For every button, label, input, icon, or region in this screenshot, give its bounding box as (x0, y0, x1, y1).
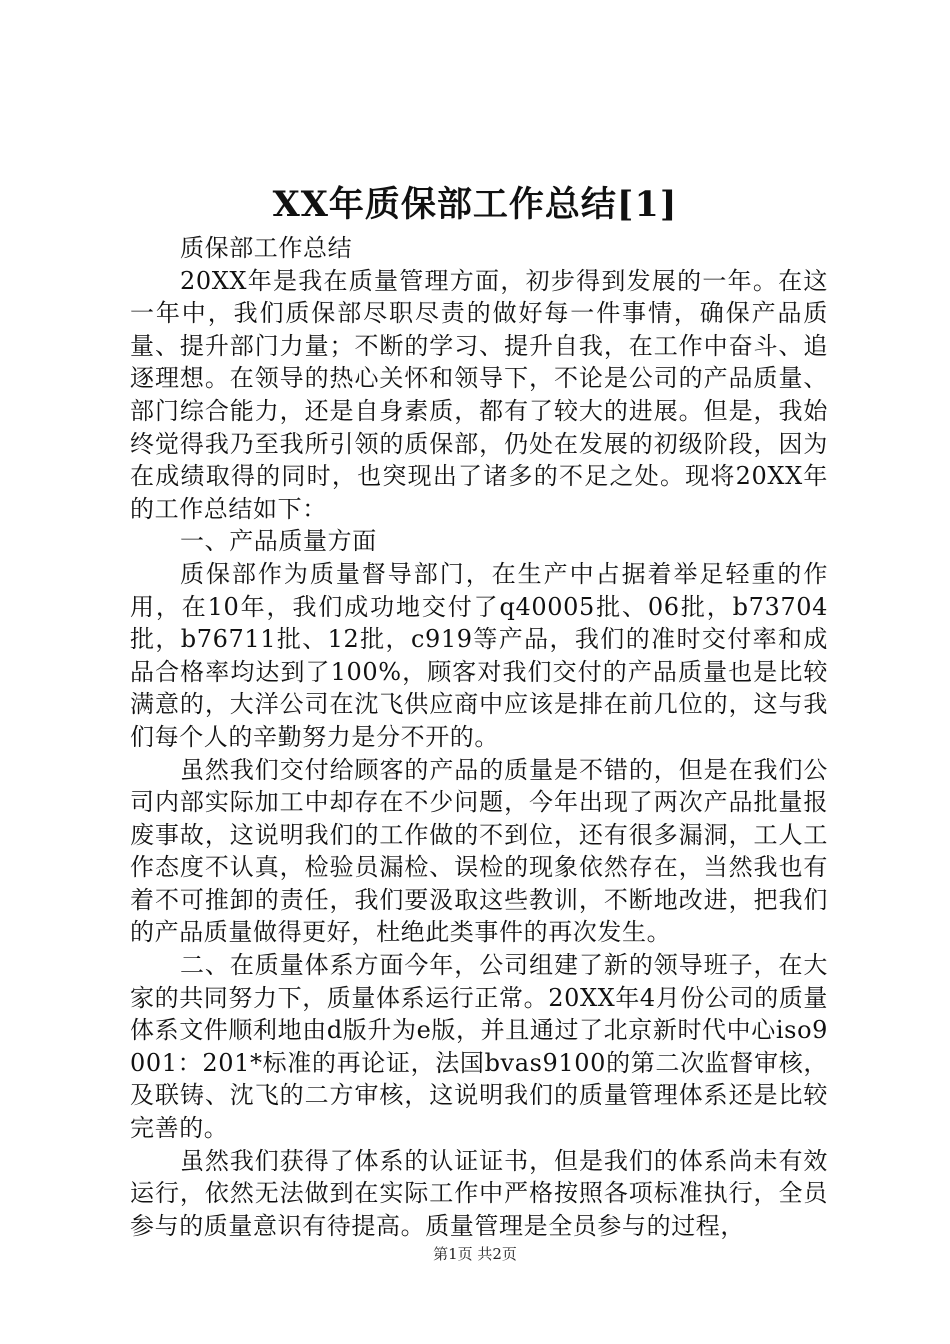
document-title: XX年质保部工作总结[1] (272, 184, 678, 225)
paragraph-subtitle: 质保部工作总结 (180, 234, 353, 262)
paragraph-system-operation: 虽然我们获得了体系的认证证书，但是我们的体系尚未有效运行，依然无法做到在实际工作中严格按照各项标准执行，全员参与的质量意识有待提高。质量管理是全员参与的过程， (130, 1146, 828, 1240)
document-body (130, 232, 828, 1242)
paragraph-quality-system: 二、在质量体系方面今年，公司组建了新的领导班子，在大家的共同努力下，质量体系运行正常。20XX年4月份公司的质量体系文件顺利地由d版升为e版，并且通过了北京新时代中心iso9001：201*标准的再论证，法国bvas9100的第二次监督审核，及联铸、沈飞的二方审核，这说明我们的质量管理体系还是比较完善的。 (130, 951, 828, 1143)
paragraph-intro: 20XX年是我在质量管理方面，初步得到发展的一年。在这一年中，我们质保部尽职尽责的做好每一件事情，确保产品质量、提升部门力量；不断的学习、提升自我，在工作中奋斗、追逐理想。在领导的热心关怀和领导下，不论是公司的产品质量、部门综合能力，还是自身素质，都有了较大的进展。但是，我始终觉得我乃至我所引领的质保部，仍处在发展的初级阶段，因为在成绩取得的同时，也突现出了诸多的不足之处。现将20XX年的工作总结如下： (130, 266, 828, 523)
page-number-footer: 第1页 共2页 (433, 1245, 517, 1263)
paragraph-internal-issues: 虽然我们交付给顾客的产品的质量是不错的，但是在我们公司内部实际加工中却存在不少问题，今年出现了两次产品批量报废事故，这说明我们的工作做的不到位，还有很多漏洞，工人工作态度不认真，检验员漏检、误检的现象依然存在，当然我也有着不可推卸的责任，我们要汲取这些教训，不断地改进，把我们的产品质量做得更好，杜绝此类事件的再次发生。 (130, 755, 828, 947)
paragraph-section-heading-quality: 一、产品质量方面 (180, 527, 377, 556)
paragraph-product-quality: 质保部作为质量督导部门，在生产中占据着举足轻重的作用，在10年，我们成功地交付了q40005批、06批，b73704批，b76711批、12批，c919等产品，我们的准时交付率和成品合格率均达到了100%，顾客对我们交付的产品质量也是比较满意的，大洋公司在沈飞供应商中应该是排在前几位的，这与我们每个人的辛勤努力是分不开的。 (130, 559, 828, 751)
